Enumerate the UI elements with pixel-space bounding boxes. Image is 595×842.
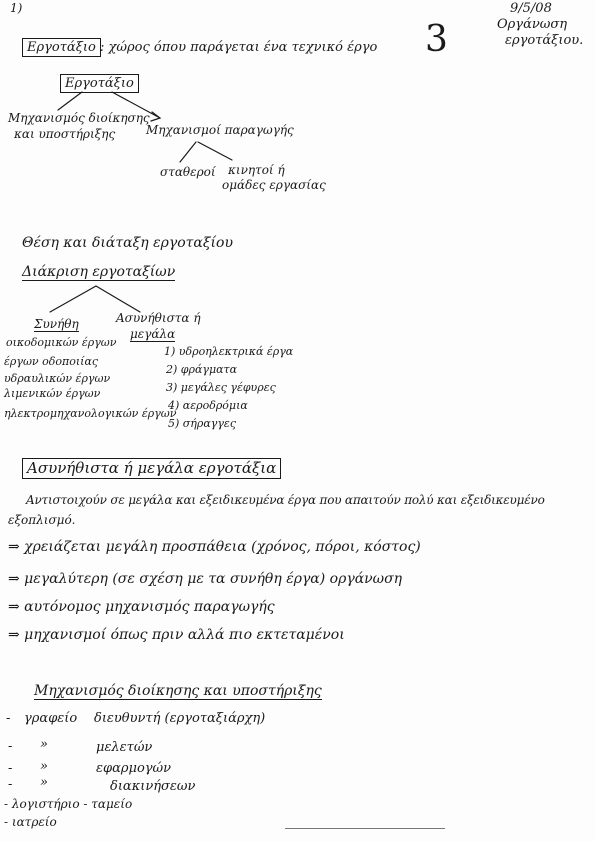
section1-line: Θέση και διάταξη εργοταξίου: [22, 235, 233, 251]
section3-ditto-text: διακινήσεων: [110, 779, 196, 794]
section2-heading: Ασυνήθιστα ή μεγάλα εργοτάξια: [22, 458, 281, 479]
section2-para-line1: Αντιστοιχούν σε μεγάλα και εξειδικευμένα έργα που απαιτούν πολύ και εξειδικευμένο: [26, 493, 545, 507]
section3-heading: Μηχανισμός διοίκησης και υποστήριξης: [34, 683, 322, 699]
tree2-right-heading-line1: Ασυνήθιστα ή: [116, 311, 201, 325]
section3-row1-b: διευθυντή (εργοταξιάρχη): [94, 711, 266, 726]
section3-ditto-mark: »: [40, 737, 48, 752]
tree2-right-item: 2) φράγματα: [166, 363, 238, 376]
section3-ditto-text: εφαρμογών: [96, 761, 172, 776]
tree1-right: Μηχανισμοί παραγωγής: [146, 123, 294, 137]
section3-ditto-mark: »: [40, 759, 48, 774]
section3-row6: - ιατρείο: [4, 815, 57, 829]
tree1-right-child2-line1: κινητοί ή: [228, 163, 285, 177]
section2-para-line2: εξοπλισμό.: [8, 513, 76, 527]
section2-bullet: ⇒ αυτόνομος μηχανισμός παραγωγής: [8, 599, 275, 615]
tree2-left-item: ηλεκτρομηχανολογικών έργων: [4, 407, 177, 420]
tree2-left-item: οικοδομικών έργων: [6, 336, 117, 349]
date-label: 9/5/08: [510, 1, 552, 16]
topic-line-1: Οργάνωση: [497, 17, 568, 32]
section3-ditto-dash: -: [8, 739, 13, 754]
section1-heading: Διάκριση εργοταξίων: [22, 264, 176, 280]
section2-bullet: ⇒ μεγαλύτερη (σε σχέση με τα συνήθη έργα) οργάνωση: [8, 571, 403, 587]
section3-ditto-dash: -: [8, 777, 13, 792]
tree1-left-line1: Μηχανισμός διοίκησης: [8, 111, 150, 125]
section3-ditto-mark: »: [40, 775, 48, 790]
tree1-right-child1: σταθεροί: [160, 165, 216, 179]
tree2-right-item: 3) μεγάλες γέφυρες: [166, 381, 276, 394]
scan-edge-line: [285, 828, 445, 829]
tree2-left-item: έργων οδοποιίας: [4, 355, 99, 368]
tree2-left-item: υδραυλικών έργων: [4, 372, 111, 385]
tree2-left-item: λιμενικών έργων: [4, 387, 101, 400]
tree1-left-line2: και υποστήριξης: [14, 127, 116, 141]
section3-ditto-dash: -: [8, 761, 13, 776]
tree2-right-item: 5) σήραγγες: [168, 417, 236, 430]
section3-row1-a: γραφείο: [24, 711, 78, 726]
topic-line-2: εργοτάξιου.: [505, 33, 584, 48]
tree2-right-item: 1) υδροηλεκτρικά έργα: [164, 345, 294, 358]
section2-bullet: ⇒ μηχανισμοί όπως πριν αλλά πιο εκτεταμένοι: [8, 627, 345, 643]
tree2-left-heading: Συνήθη: [34, 317, 79, 331]
tree2-right-heading-line2: μεγάλα: [130, 327, 176, 341]
definition-term: Εργοτάξιο: [22, 38, 101, 57]
section3-row5: - λογιστήριο - ταμείο: [4, 797, 133, 811]
section2-bullet: ⇒ χρειάζεται μεγάλη προσπάθεια (χρόνος, πόροι, κόστος): [8, 539, 421, 555]
tree1-right-child2-line2: ομάδες εργασίας: [222, 178, 326, 192]
tree1-root: Εργοτάξιο: [60, 74, 139, 93]
page-number: 3: [425, 19, 448, 60]
section3-row1-dash: -: [6, 711, 11, 726]
tree2-right-item: 4) αεροδρόμια: [168, 399, 248, 412]
page-mark: 1): [10, 1, 23, 15]
section3-ditto-text: μελετών: [96, 740, 153, 755]
definition-text: : χώρος όπου παράγεται ένα τεχνικό έργο: [100, 40, 378, 55]
